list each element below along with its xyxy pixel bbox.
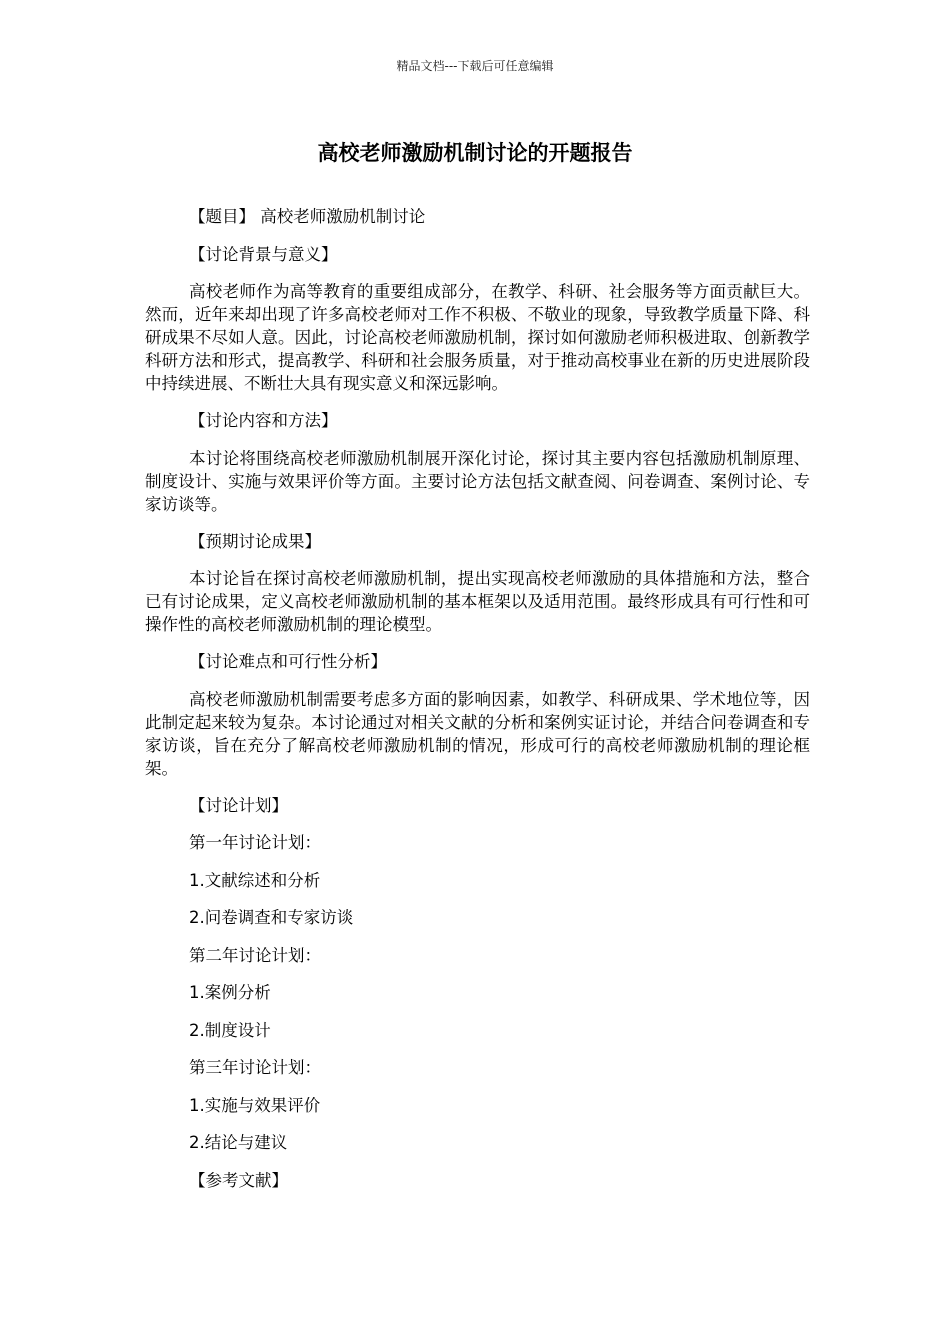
plan-item: 2.制度设计 [189, 1020, 271, 1040]
page-header-note: 精品文档---下载后可任意编辑 [396, 59, 554, 73]
plan-year-label: 第一年讨论计划： [189, 833, 321, 852]
plan-item: 1.文献综述和分析 [189, 870, 321, 890]
document-title: 高校老师激励机制讨论的开题报告 [317, 141, 633, 165]
topic-line [145, 205, 810, 229]
content-methods-paragraph: 本讨论将围绕高校老师激励机制展开深化讨论，探讨其主要内容包括激励机制原理、制度设计、实施与效果评价等方面。主要讨论方法包括文献查阅、问卷调查、案例讨论、专家访谈等。 [145, 448, 810, 514]
plan-item: 1.实施与效果评价 [189, 1095, 321, 1115]
plan-year-label: 第三年讨论计划： [189, 1058, 321, 1077]
document-body [145, 205, 810, 1206]
expected-results-heading: 【预期讨论成果】 [189, 531, 321, 551]
plan-heading: 【讨论计划】 [189, 795, 288, 815]
plan-item: 1.案例分析 [189, 983, 271, 1002]
difficulty-paragraph: 高校老师激励机制需要考虑多方面的影响因素，如教学、科研成果、学术地位等，因此制定起来较为复杂。本讨论通过对相关文献的分析和案例实证讨论，并结合问卷调查和专家访谈，旨在充分了解高校老师激励机制的情况，形成可行的高校老师激励机制的理论框架。 [145, 689, 810, 778]
plan-item: 2.问卷调查和专家访谈 [189, 908, 354, 927]
plan-item: 2.结论与建议 [189, 1133, 288, 1152]
content-methods-heading: 【讨论内容和方法】 [189, 411, 338, 430]
topic-label: 【题目】 [189, 207, 255, 226]
expected-results-paragraph: 本讨论旨在探讨高校老师激励机制，提出实现高校老师激励的具体措施和方法，整合已有讨论成果，定义高校老师激励机制的基本框架以及适用范围。最终形成具有可行性和可操作性的高校老师激励机制的理论模型。 [145, 569, 810, 634]
difficulty-heading: 【讨论难点和可行性分析】 [189, 652, 387, 671]
topic-value: 高校老师激励机制讨论 [260, 207, 426, 226]
background-heading: 【讨论背景与意义】 [189, 244, 338, 264]
background-paragraph: 高校老师作为高等教育的重要组成部分，在教学、科研、社会服务等方面贡献巨大。然而，近年来却出现了许多高校老师对工作不积极、不敬业的现象，导致教学质量下降、科研成果不尽如人意。因此，讨论高校老师激励机制，探讨如何激励老师积极进取、创新教学科研方法和形式，提高教学、科研和社会服务质量，对于推动高校事业在新的历史进展阶段中持续进展、不断壮大具有现实意义和深远影响。 [145, 282, 810, 393]
references-heading: 【参考文献】 [189, 1170, 288, 1190]
plan-year-label: 第二年讨论计划： [189, 945, 321, 965]
